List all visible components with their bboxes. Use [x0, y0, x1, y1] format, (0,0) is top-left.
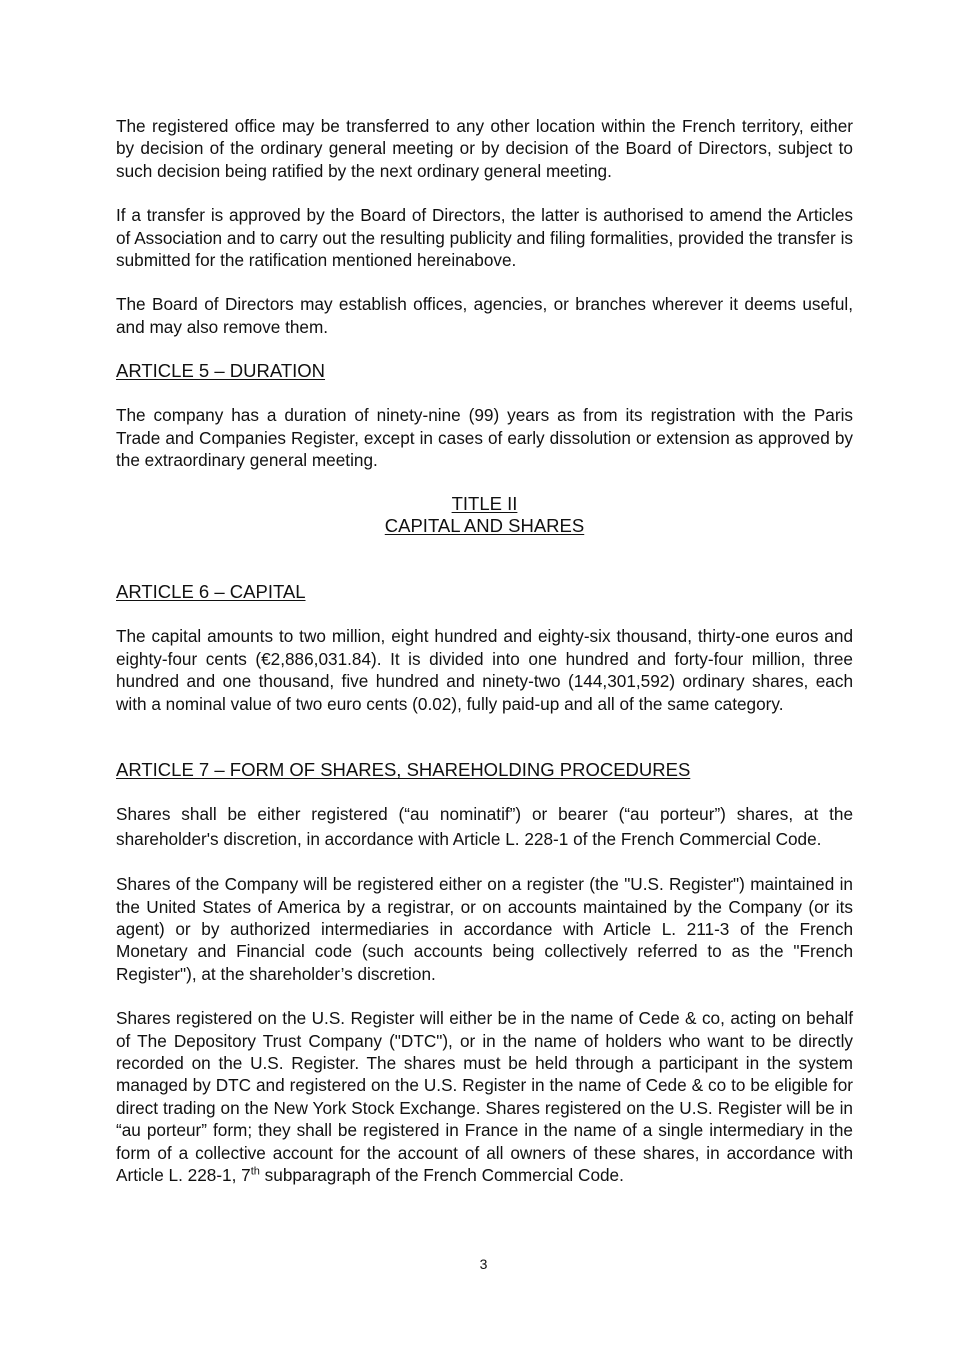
- paragraph-capital: The capital amounts to two million, eight hundred and eighty-six thousand, thirty-one euros and eighty-four cents (€2,886,031.84). It is divided into one hundred and forty-four million, three hundred and one thousand, five hundred and ninety-two (144,301,592) ordinary shares, each with a nominal value of two euro cents (0.02), fully paid-up and all of the same category.: [116, 626, 853, 714]
- paragraph-share-form: Shares shall be either registered (“au nominatif”) or bearer (“au porteur”) shares, at the shareholder's discretion, in accordance with Article L. 228-1 of the French Commercial Code.: [116, 804, 853, 849]
- article-5-heading: ARTICLE 5 – DURATION: [116, 360, 326, 382]
- page-number: 3: [479, 1256, 488, 1272]
- title-ii-block: [116, 493, 853, 537]
- paragraph-duration: The company has a duration of ninety-nine (99) years as from its registration with the Paris Trade and Companies Register, except in cases of early dissolution or extension as approved by the extraordinary general meeting.: [116, 405, 853, 471]
- ordinal-suffix: th: [250, 1165, 260, 1178]
- document-body: [116, 115, 853, 1186]
- paragraph-share-registers: Shares of the Company will be registered either on a register (the "U.S. Register") maintained in the United States of America by a registrar, or on accounts maintained by the Company (or its agent) or by authorized intermediaries in accordance with Article L. 211-3 of the French Monetary and Financial code (such accounts being collectively referred to as the "French Register"), at the shareholder’s discretion.: [116, 874, 853, 984]
- paragraph-registered-office-transfer: The registered office may be transferred to any other location within the French territory, either by decision of the ordinary general meeting or by decision of the Board of Directors, subject to such decision being ratified by the next ordinary general meeting.: [116, 116, 853, 181]
- article-7-heading: ARTICLE 7 – FORM OF SHARES, SHAREHOLDING PROCEDURES: [116, 759, 691, 781]
- paragraph-offices-agencies: The Board of Directors may establish offices, agencies, or branches wherever it deems useful, and may also remove them.: [116, 294, 853, 337]
- paragraph-transfer-approval: If a transfer is approved by the Board of Directors, the latter is authorised to amend the Articles of Association and to carry out the resulting publicity and filing formalities, provided the transfer is submitted for the ratification mentioned hereinabove.: [116, 205, 853, 271]
- capital-and-shares-heading: CAPITAL AND SHARES: [384, 515, 585, 537]
- article-6-heading: ARTICLE 6 – CAPITAL: [116, 581, 306, 603]
- title-ii-heading: TITLE II: [451, 493, 518, 515]
- paragraph-us-register: [116, 1007, 853, 1186]
- us-register-text: Shares registered on the U.S. Register will either be in the name of Cede & co, acting on behalf of The Depository Trust Company ("DTC"), or in the name of holders who want to be directly recorded on the U.S. Register. The shares must be held through a participant in the system managed by DTC and registered on the U.S. Register in the name of Cede & co to be eligible for direct trading on the New York Stock Exchange. Shares registered on the U.S. Register will be in “au porteur” form; they shall be registered in France in the name of a single intermediary in the form of a collective account for the account of all owners of these shares, in accordance with Article L. 228-1, 7: [116, 1008, 853, 1185]
- us-register-text-end: subparagraph of the French Commercial Code.: [259, 1164, 624, 1185]
